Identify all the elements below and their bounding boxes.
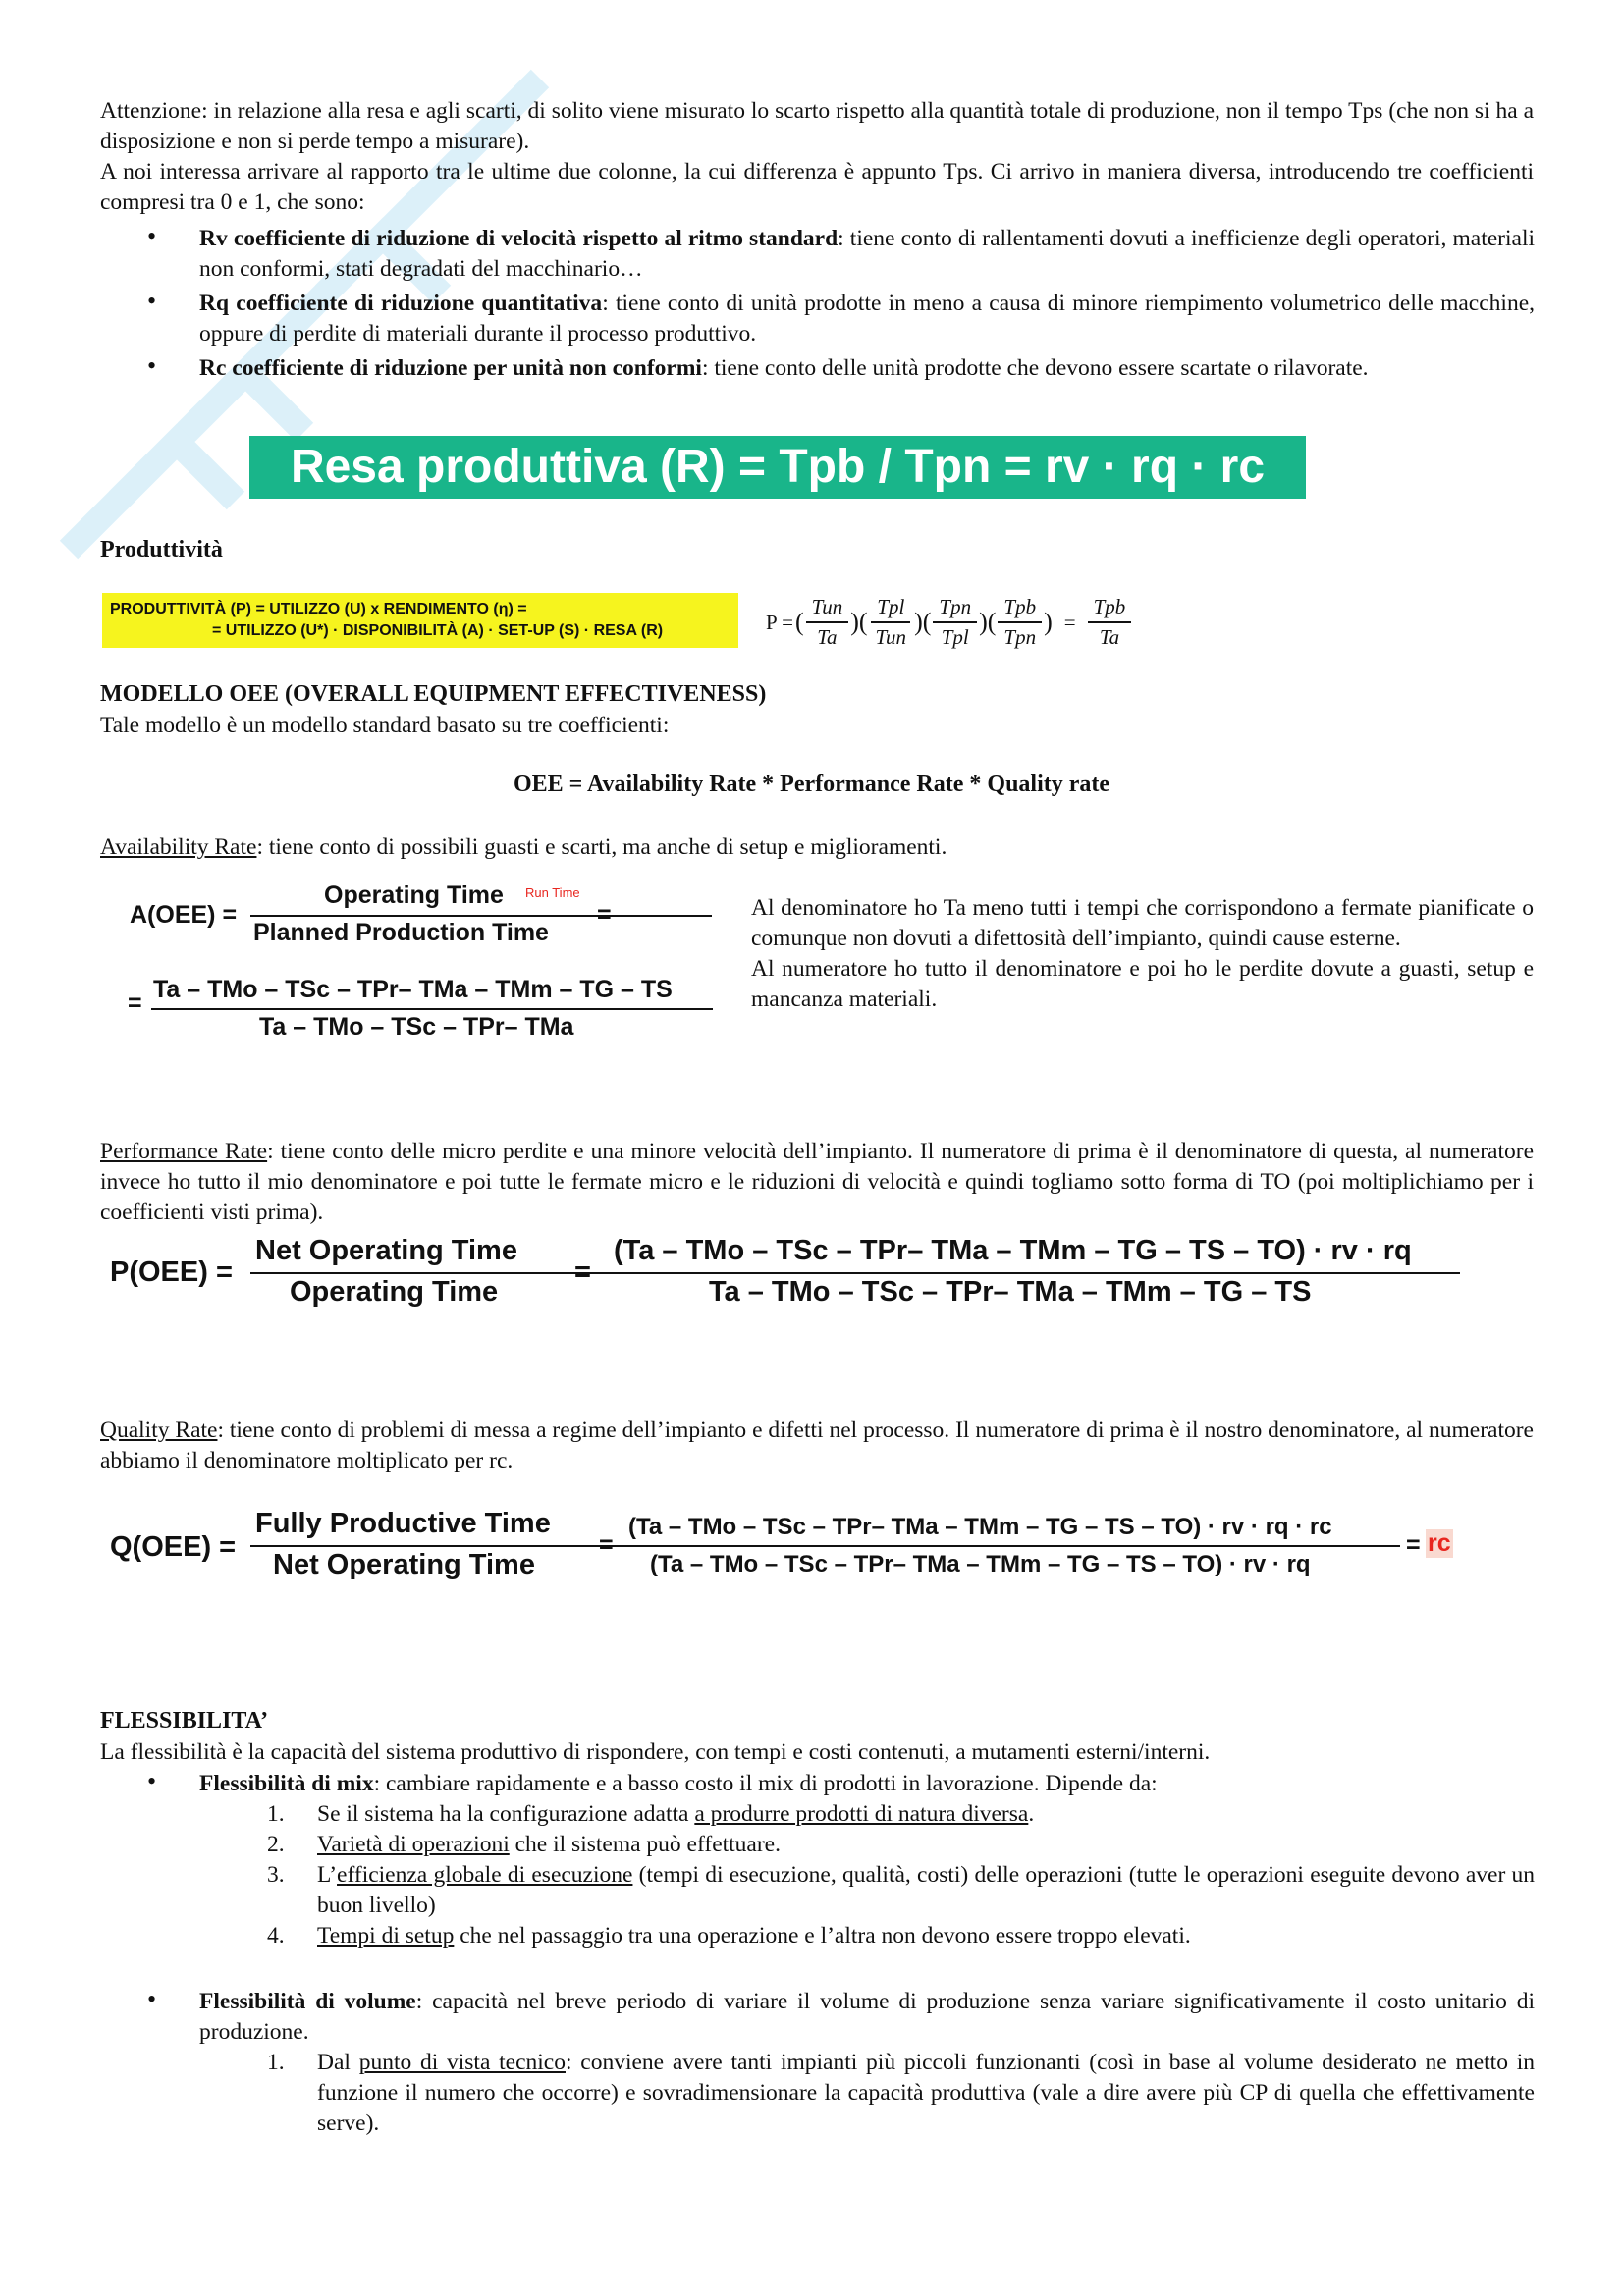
produttivita-box-line-2: = UTILIZZO (U*) · DISPONIBILITÀ (A) · SET-UP (S) · RESA (R) xyxy=(212,622,664,639)
equals-sign: = xyxy=(1063,610,1076,634)
coefficient-rq-title: Rq coefficiente di riduzione quantitativa xyxy=(199,291,603,316)
fully-productive-time-label: Fully Productive Time xyxy=(255,1508,551,1539)
mix-item-3 xyxy=(317,1860,1535,1921)
a-oee-label: A(OEE) = xyxy=(130,901,238,929)
produttivita-formula: P = ( $\frac{\text{Tun}}{Ta}$ )( $\frac{\text{Tpl}}{\text{Tun}}$ )( $\frac{\text{Tpn}}{\text{Tpl}}$ )( $\frac{\text{Tpb}}{\text{Tpn}}$ ) = $\frac{\text{Tpb}}{Ta}$ xyxy=(766,595,1131,650)
fraction-denominator: Tpn xyxy=(1003,625,1037,649)
performance-denominator: Ta – TMo – TSc – TPr– TMa – TMm – TG – TS xyxy=(709,1276,1312,1308)
operating-time-label: Operating Time xyxy=(290,1276,499,1308)
mix-item-1 xyxy=(317,1799,1535,1830)
performance-paragraph xyxy=(100,1137,1534,1228)
flessibilita-intro: La flessibilità è la capacità del sistema produttivo di rispondere, con tempi e costi contenuti, a mutamenti esterni/interni. xyxy=(100,1739,1211,1765)
fraction-denominator: Tpl xyxy=(941,625,969,649)
availability-numerator: Ta – TMo – TSc – TPr– TMa – TMm – TG – TS xyxy=(153,976,673,1003)
fraction-tun-ta xyxy=(806,595,849,650)
list-number: 2. xyxy=(267,1832,285,1857)
flessibilita-heading: FLESSIBILITA’ xyxy=(100,1708,269,1734)
performance-numerator: (Ta – TMo – TSc – TPr– TMa – TMm – TG – TS – TO) · rv · rq xyxy=(614,1235,1412,1266)
availability-paragraph xyxy=(100,832,1534,863)
produttivita-box-line-1: PRODUTTIVITÀ (P) = UTILIZZO (U) x RENDIMENTO (η) = xyxy=(110,601,527,617)
mix-item-text: che nel passaggio tra una operazione e l’altra non devono essere troppo elevati. xyxy=(454,1923,1191,1949)
availability-text: : tiene conto di possibili guasti e scarti, ma anche di setup e miglioramenti. xyxy=(256,834,947,860)
bullet-icon: • xyxy=(147,222,157,250)
coefficient-rq xyxy=(199,289,1535,349)
produttivita-highlight-box xyxy=(102,593,738,648)
oee-formula: OEE = Availability Rate * Performance Rate * Quality rate xyxy=(513,772,1110,797)
mix-item-underlined: a produrre prodotti di natura diversa xyxy=(694,1801,1029,1827)
mix-item-underlined: Tempi di setup xyxy=(317,1923,455,1949)
intro-paragraph-1: Attenzione: in relazione alla resa e agli scarti, di solito viene misurato lo scarto rispetto alla quantità totale di produzione, non il tempo Tps (che non si ha a disposizione e non si perde tempo a misurare). xyxy=(100,98,1534,154)
performance-label: Performance Rate xyxy=(100,1139,268,1164)
list-number: 3. xyxy=(267,1862,285,1888)
flessibilita-volume xyxy=(199,1987,1535,2048)
quality-formula xyxy=(108,1508,1483,1586)
bullet-icon: • xyxy=(147,1767,157,1795)
availability-label: Availability Rate xyxy=(100,834,257,860)
equals-sign: = xyxy=(128,989,142,1017)
fraction-denominator: Ta xyxy=(1099,625,1120,649)
operating-time-label: Operating Time xyxy=(324,881,504,909)
quality-paragraph xyxy=(100,1415,1534,1476)
coefficient-rv xyxy=(199,224,1535,285)
performance-text: : tiene conto delle micro perdite e una minore velocità dell’impianto. Il numeratore di prima è il denominatore di questa, al numeratore invece ho tutto il mio denominatore e poi tutte le fermate micro e le riduzioni di velocità e quindi togliamo sotto forma di TO (poi moltiplichiamo per i coefficienti visti prima). xyxy=(100,1139,1534,1225)
mix-item-text: (tempi di esecuzione, qualità, costi) delle operazioni (tutte le operazioni eseguite devono aver un buon livello) xyxy=(317,1862,1535,1918)
p-symbol: P = xyxy=(766,610,793,634)
q-oee-label: Q(OEE) = xyxy=(110,1531,237,1563)
fraction-numerator: Tpn xyxy=(933,595,977,623)
resa-produttiva-formula: Resa produttiva (R) = Tpb / Tpn = rv · rq · rc xyxy=(290,441,1266,493)
mix-item-text: L’ xyxy=(317,1862,338,1888)
fraction-denominator: Ta xyxy=(817,625,838,649)
volume-item-underlined: punto di vista tecnico xyxy=(358,2050,566,2075)
coefficient-rc-text: : tiene conto delle unità prodotte che devono essere scartate o rilavorate. xyxy=(701,355,1369,381)
equals-sign: = xyxy=(599,1531,614,1559)
run-time-note: Run Time xyxy=(525,885,580,900)
bullet-icon: • xyxy=(147,351,157,380)
mix-item-underlined: efficienza globale di esecuzione xyxy=(337,1862,633,1888)
coefficient-rc-title: Rc coefficiente di riduzione per unità non conformi xyxy=(199,355,702,381)
coefficient-rv-title: Rv coefficiente di riduzione di velocità rispetto al ritmo standard xyxy=(199,226,839,251)
mix-item-text: che il sistema può effettuare. xyxy=(509,1832,781,1857)
volume-item-text: Dal xyxy=(317,2050,359,2075)
quality-denominator: (Ta – TMo – TSc – TPr– TMa – TMm – TG – TS – TO) · rv · rq xyxy=(650,1551,1311,1577)
equals-sign: = xyxy=(574,1256,591,1288)
coefficient-rq-text: : tiene conto di unità prodotte in meno a causa di minore riempimento volumetrico delle macchine, oppure di perdite di materiali durante il processo produttivo. xyxy=(199,291,1535,347)
fraction-tpn-tpl xyxy=(933,595,977,650)
availability-explanation-1: Al denominatore ho Ta meno tutti i tempi che corrispondono a fermate pianificate o comunque non dovuti a difettosità dell’impianto, quindi cause esterne. xyxy=(751,895,1534,951)
mix-item-4 xyxy=(317,1921,1535,1951)
fraction-bar xyxy=(250,915,712,917)
availability-explanation xyxy=(751,893,1534,1015)
fraction-numerator: Tpb xyxy=(998,595,1042,623)
fraction-bar xyxy=(611,1272,1460,1274)
quality-label: Quality Rate xyxy=(100,1417,218,1443)
fraction-denominator: Tun xyxy=(875,625,907,649)
flessibilita-mix xyxy=(199,1769,1535,1799)
mix-item-text: . xyxy=(1028,1801,1035,1827)
mix-item-text: Se il sistema ha la configurazione adatta xyxy=(317,1801,695,1827)
produttivita-heading: Produttività xyxy=(100,537,223,562)
coefficient-rc xyxy=(199,353,1535,384)
fraction-numerator: Tun xyxy=(806,595,849,623)
availability-formula xyxy=(128,881,717,1058)
coefficient-rv-text: : tiene conto di rallentamenti dovuti a inefficienze degli operatori, materiali non conformi, stati degradati del macchinario… xyxy=(199,226,1536,282)
bullet-icon: • xyxy=(147,287,157,315)
flessibilita-volume-text: : capacità nel breve periodo di variare il volume di produzione senza variare significativamente il costo unitario di produzione. xyxy=(199,1989,1536,2045)
bullet-icon: • xyxy=(147,1985,157,2013)
availability-denominator: Ta – TMo – TSc – TPr– TMa xyxy=(259,1013,574,1041)
fraction-tpl-tun xyxy=(870,595,913,650)
equals-sign: = xyxy=(597,901,612,929)
list-number: 1. xyxy=(267,1801,285,1827)
rc-result: rc xyxy=(1428,1529,1451,1557)
net-operating-time-label: Net Operating Time xyxy=(273,1549,535,1580)
intro-paragraph-2: A noi interessa arrivare al rapporto tra le ultime due colonne, la cui differenza è appunto Tps. Ci arrivo in maniera diversa, introducendo tre coefficienti compresi tra 0 e 1, che sono: xyxy=(100,159,1534,215)
p-oee-label: P(OEE) = xyxy=(110,1256,233,1288)
flessibilita-mix-title: Flessibilità di mix xyxy=(199,1771,374,1796)
fraction-numerator: Tpb xyxy=(1088,595,1132,623)
list-number: 1. xyxy=(267,2050,285,2075)
equals-sign: = xyxy=(1406,1531,1421,1559)
fraction-tpb-tpn xyxy=(998,595,1042,650)
planned-production-time-label: Planned Production Time xyxy=(253,919,549,946)
availability-explanation-2: Al numeratore ho tutto il denominatore e poi ho le perdite dovute a guasti, setup e mancanza materiali. xyxy=(751,956,1534,1012)
list-number: 4. xyxy=(267,1923,285,1949)
resa-produttiva-banner xyxy=(249,436,1306,499)
volume-item-1 xyxy=(317,2048,1535,2139)
fraction-bar xyxy=(626,1545,1400,1547)
mix-item-2 xyxy=(317,1830,1535,1860)
quality-numerator: (Ta – TMo – TSc – TPr– TMa – TMm – TG – TS – TO) · rv · rq · rc xyxy=(628,1514,1332,1540)
flessibilita-mix-text: : cambiare rapidamente e a basso costo il mix di prodotti in lavorazione. Dipende da: xyxy=(373,1771,1158,1796)
fraction-numerator: Tpl xyxy=(871,595,910,623)
volume-item-text: : conviene avere tanti impianti più piccoli funzionanti (così in base al volume desiderato ne metto in funzione il numero che occorre) e sovradimensionare la capacità produttiva (vale a dire avere più CP di quella che effettivamente serve). xyxy=(317,2050,1535,2136)
oee-heading: MODELLO OEE (OVERALL EQUIPMENT EFFECTIVENESS) xyxy=(100,681,767,707)
quality-text: : tiene conto di problemi di messa a regime dell’impianto e difetti nel processo. Il numeratore di prima è il nostro denominatore, al numeratore abbiamo il denominatore moltiplicato per rc. xyxy=(100,1417,1534,1473)
fraction-tpb-ta xyxy=(1088,595,1132,650)
performance-formula xyxy=(108,1235,1483,1313)
mix-item-underlined: Varietà di operazioni xyxy=(317,1832,510,1857)
net-operating-time-label: Net Operating Time xyxy=(255,1235,517,1266)
flessibilita-volume-title: Flessibilità di volume xyxy=(199,1989,416,2014)
oee-intro: Tale modello è un modello standard basato su tre coefficienti: xyxy=(100,713,670,738)
fraction-bar xyxy=(151,1008,713,1010)
